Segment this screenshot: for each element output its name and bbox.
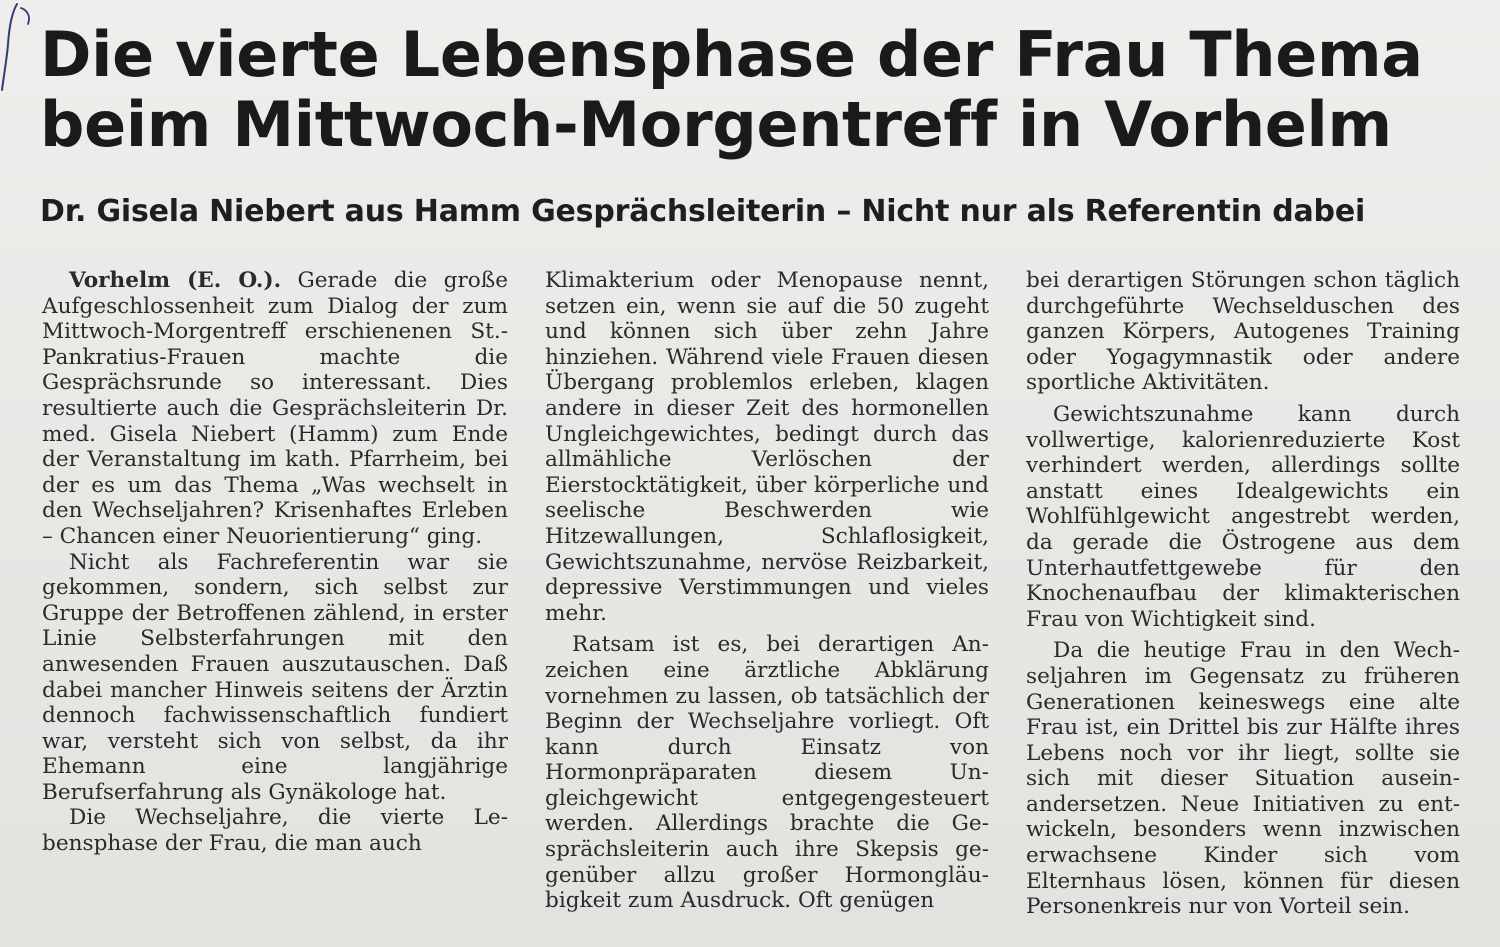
- paragraph: Da die heutige Frau in den Wechseljahren im Gegensatz zu früheren Generationen keineswegs eine alte Frau ist, ein Drittel bis zur Hälfte ihres Lebens noch vor ihr liegt, sollte sie sich mit dieser Situation auseinandersetzen. Neue Initiativen zu entwickeln, besonders wenn inzwischen erwachsene Kinder sich vom Elternhaus lösen, können für diesen Personenkreis nur von Vorteil sein.: [1026, 638, 1460, 920]
- paragraph: Klimakterium oder Menopause nennt, setzen ein, wenn sie auf die 50 zugeht und können sich über zehn Jahre hinziehen. Während viele Frauen diesen Übergang problemlos erleben, klagen andere in dieser Zeit des hormonellen Ungleichgewichtes, bedingt durch das allmähliche Verlöschen der Eierstocktätigkeit, über körperliche und seelische Beschwerden wie Hitzewallungen, Schlaflosigkeit, Gewichtszunahme, nervöse Reizbarkeit, depressive Verstimmungen und vieles mehr.: [545, 268, 989, 626]
- headline-line-2: beim Mittwoch-Morgentreff in Vorhelm: [40, 88, 1392, 161]
- headline-line-1: Die vierte Lebensphase der Frau Thema: [40, 18, 1423, 91]
- paragraph: [42, 268, 508, 550]
- paragraph: Die Wechseljahre, die vierte Lebensphase der Frau, die man auch: [42, 805, 508, 857]
- article-column-3: [1026, 268, 1460, 920]
- article-column-2: [545, 268, 989, 914]
- paragraph: bei derartigen Störungen schon täglich durchgeführte Wechselduschen des ganzen Körpers, Autogenes Training oder Yogagymnastik oder andere sportliche Aktivitäten.: [1026, 268, 1460, 396]
- article-column-1: [42, 268, 508, 857]
- paragraph-text: Gerade die große Aufgeschlossenheit zum Dialog der zum Mittwoch-Morgentreff erschienenen St.-Pankratius-Frauen machte die Gesprächsrunde so interessant. Dies resultierte auch die Gesprächsleiterin Dr. med. Gisela Niebert (Hamm) zum Ende der Veranstaltung im kath. Pfarrheim, bei der es um das Thema „Was wechselt in den Wechseljahren? Krisenhaftes Erleben – Chancen einer Neuorientierung“ ging.: [42, 268, 508, 549]
- article-headline: [40, 20, 1480, 160]
- paragraph: Ratsam ist es, bei derartigen Anzeichen eine ärztliche Abklärung vornehmen zu lassen, ob tatsächlich der Beginn der Wechseljahre vorliegt. Oft kann durch Einsatz von Hormonpräparaten diesem Ungleichgewicht entgegengesteuert werden. Allerdings brachte die Gesprächsleiterin auch ihre Skepsis gegenüber allzu großer Hormongläubigkeit zum Ausdruck. Oft genügen: [545, 632, 989, 914]
- paragraph: Gewichtszunahme kann durch vollwertige, kalorienreduzierte Kost verhindert werden, allerdings sollte anstatt eines Idealgewichts ein Wohlfühlgewicht angestrebt werden, da gerade die Östrogene aus dem Unterhautfettgewebe für den Knochenaufbau der klimakterischen Frau von Wichtigkeit sind.: [1026, 401, 1460, 632]
- dateline: Vorhelm (E. O.).: [69, 268, 282, 293]
- paragraph: Nicht als Fachreferentin war sie gekommen, sondern, sich selbst zur Gruppe der Betroffenen zählend, in erster Linie Selbsterfahrungen mit den anwesenden Frauen auszutauschen. Daß dabei mancher Hinweis seitens der Ärztin dennoch fachwissenschaftlich fundiert war, versteht sich von selbst, da ihr Ehemann eine langjährige Berufserfahrung als Gynäkologe hat.: [42, 549, 508, 805]
- article-subheadline: Dr. Gisela Niebert aus Hamm Gesprächsleiterin – Nicht nur als Referentin dabei: [40, 194, 1366, 229]
- handwritten-pen-mark-icon: [0, 0, 40, 95]
